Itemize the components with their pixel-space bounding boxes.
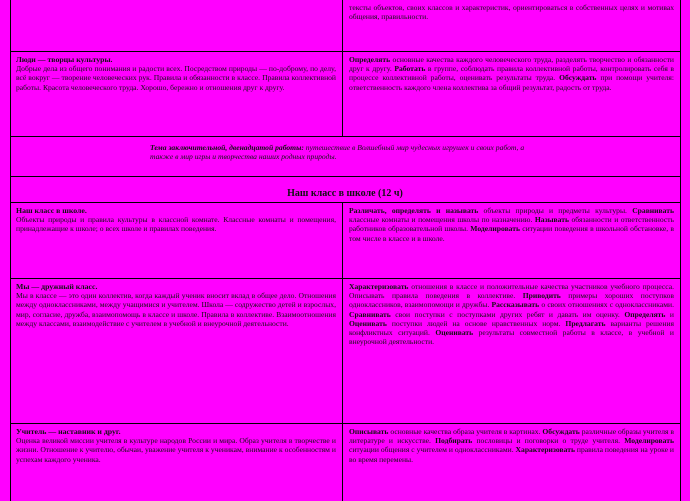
highlight-text: Тема заключительной, двенадцатой работы: путешествие в Волшебный мир чудесных игрушек и своих работ, а также в мир игры и творчества наших родных природы. (150, 143, 525, 162)
topic-title: Наш класс в школе. (16, 206, 87, 215)
table-row (10, 279, 680, 424)
table-row-section (10, 177, 680, 203)
document-table (10, 0, 680, 501)
section-title: Наш класс в школе (12 ч) (287, 188, 403, 199)
table-row (10, 52, 680, 137)
section-cell (10, 177, 680, 202)
table-row (10, 424, 680, 501)
table-cell-left (10, 279, 343, 423)
highlight-cell (10, 137, 680, 176)
table-cell-left (10, 203, 343, 278)
frame-right-border (680, 0, 681, 501)
table-cell-left (10, 424, 343, 501)
table-cell-right (343, 52, 680, 136)
activity-text: Характеризовать отношения в классе и положительные качества участников учебного процесса. Описывать правила поведения в коллективе. Приводить примеры хороших поступков одноклассников, взаимопомощи и дружбы. Рассказывать о своих отношениях с одноклассниками. Сравнивать свои поступки с поступками других ребят и давать им оценку. Определять и Оценивать поступки людей на основе нравственных норм. Предлагать варианты решения конфликтных ситуаций. Оценивать результаты совместной работы в классе, в учебной и внеурочной деятельности. (349, 282, 675, 347)
topic-title: Люди — творцы культуры. (16, 55, 113, 64)
topic-text: Объекты природы и правила культуры в классной комнате. Классные комнаты и помещения, принадлежащие к школе; о всех школе и правилах поведения. (16, 215, 336, 234)
table-row-highlight (10, 137, 680, 177)
activity-text: Определять основные качества каждого человеческого труда, разделять творчество и обязанности друг к другу. Работать в группе, соблюдать правила коллективной работы, контролировать себя в процессе коллективной работы, оценивать результаты труда. Обсуждать при помощи учителя: ответственность каждого члена коллектива за общий результат, радость от труда. (349, 55, 674, 92)
topic-title: Мы — дружный класс. (16, 282, 98, 291)
topic-title: Учитель — наставник и друг. (16, 427, 121, 436)
table-row (10, 0, 680, 52)
activity-text: Различать, определять и называть объекты природы и предметы культуры. Сравнивать классные комнаты и помещения школы по назначению. Называть обязанности и ответственность работников образовательной школы. Моделировать ситуации поведения в школьной обстановке, в том числе в классе и в школе. (349, 206, 674, 243)
topic-text: Добрые дела из общего понимания и радости всех. Посредством природы — по-доброму, по делу, всё вокруг — творение человеческих рук. Правила и обязанности в классе. Правила коллективной работы. Красота человеческого труда. Хорошо, бережно и отношения друг к другу. (16, 64, 336, 92)
table-cell-right (343, 203, 680, 278)
table-row (10, 203, 680, 279)
table-cell-left (10, 0, 343, 51)
table-cell-right (343, 0, 680, 51)
table-cell-right (343, 279, 680, 423)
table-cell-left (10, 52, 343, 136)
topic-text: Мы в классе — это один коллектив, когда каждый ученик вносит вклад в общее дело. Отношения между одноклассниками, между учащимися и учителем. Школа — содружество детей и взрослых, мир, согласие, дружба, взаимопомощь в классе и школе. Правила в коллективе. Взаимоотношения между классами, взаимодействие с учителем в учебной и внеурочной деятельности. (16, 291, 336, 328)
table-cell-right (343, 424, 680, 501)
activity-text: Описывать основные качества образа учителя в картинах. Обсуждать различные образы учителя в литературе и искусстве. Подбирать пословицы и поговорки о труде учителя. Моделировать ситуации общения с учителем и одноклассниками. Характеризовать правила поведения на уроке и во время перемены. (349, 427, 675, 464)
topic-text: Оценка великой миссии учителя в культуре народов России и мира. Образ учителя в творчестве и жизни. Отношение к учителю, обычаи, уважение учителя к ученикам, внимание к особенностям и успехам каждого ученика. (16, 436, 336, 464)
cell-text: тексты объектов, своих классов и характеристик, ориентироваться в собственных целях и мотивах общения, правильности. (349, 3, 674, 22)
